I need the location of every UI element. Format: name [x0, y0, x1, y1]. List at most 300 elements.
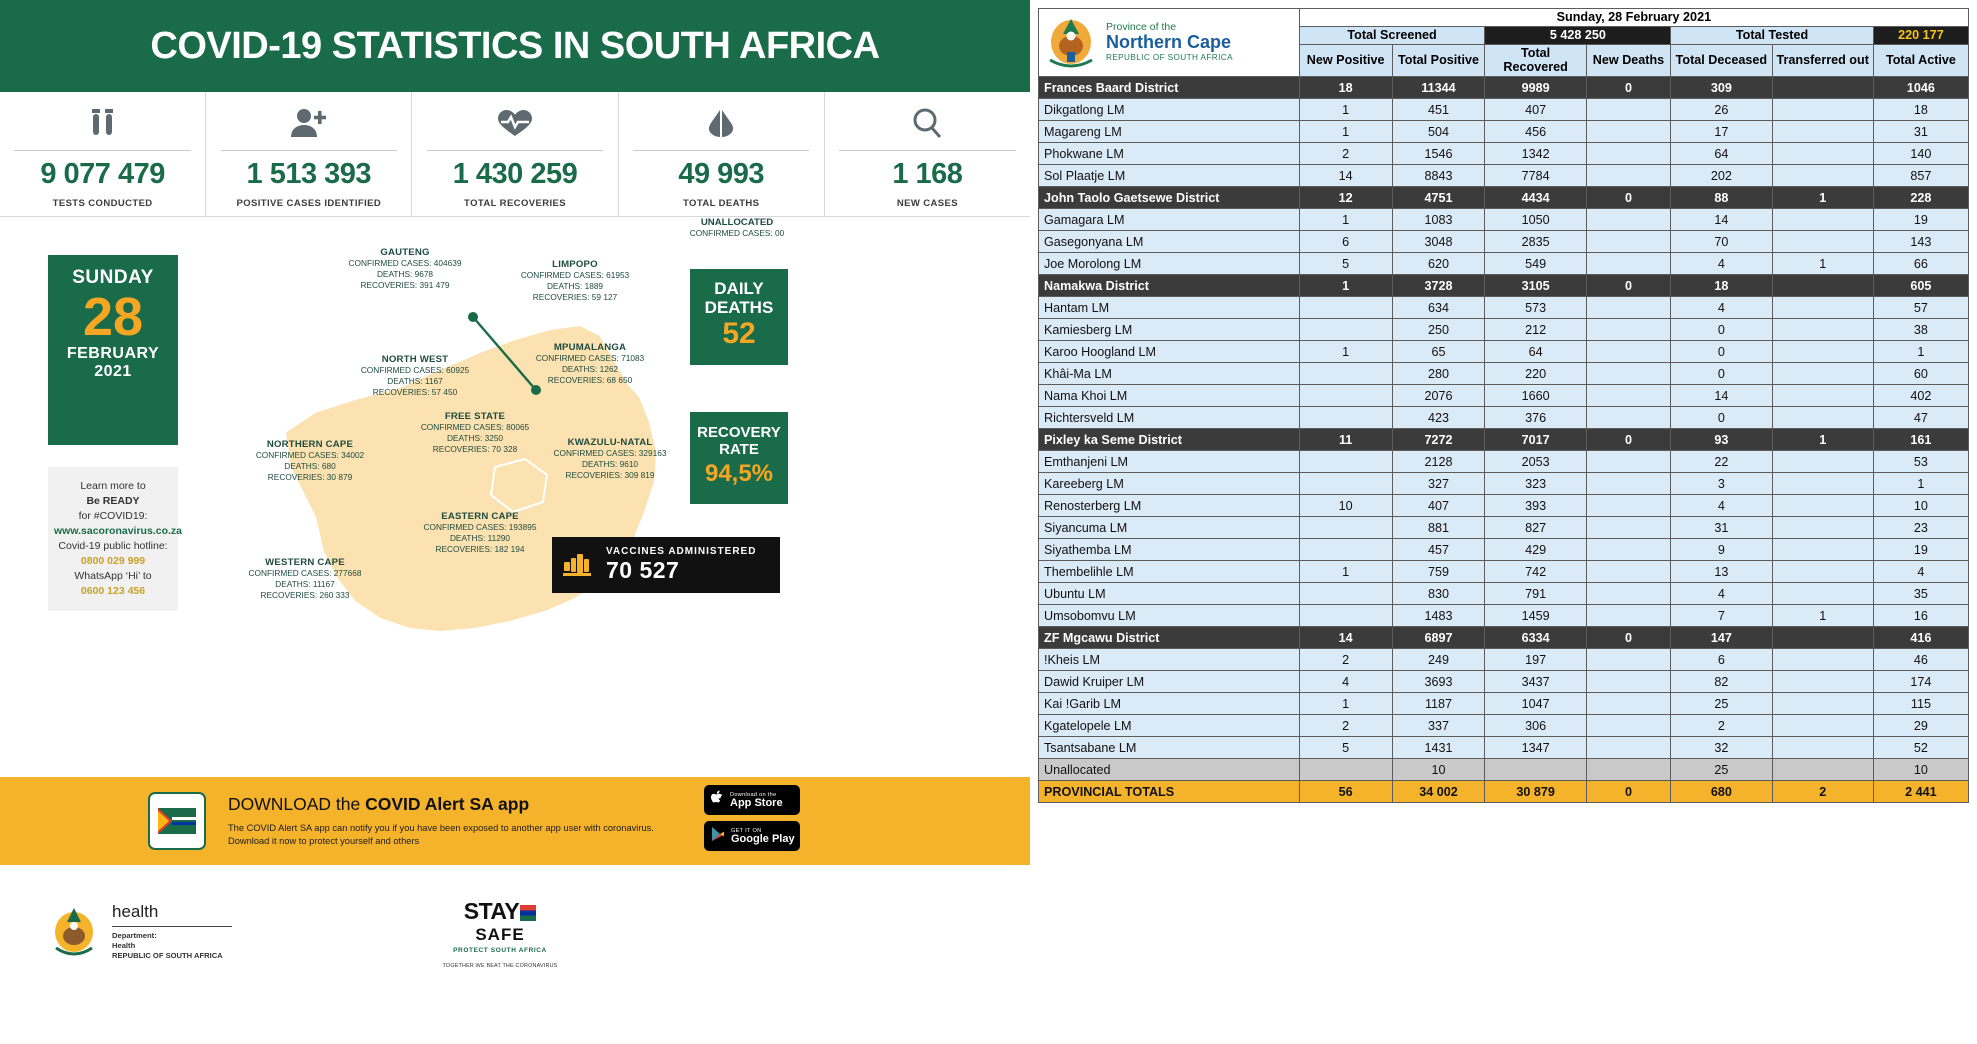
province-recoveries: RECOVERIES: 59 127 [532, 292, 618, 302]
stat-value: 49 993 [633, 150, 809, 191]
stay-safe-safe: SAFE [475, 925, 525, 944]
row-cell: 3048 [1392, 231, 1485, 253]
row-cell: 7 [1671, 605, 1772, 627]
row-cell: 4434 [1485, 187, 1586, 209]
province-recoveries: RECOVERIES: 309 819 [565, 470, 655, 480]
row-cell: 2076 [1392, 385, 1485, 407]
row-cell: 13 [1671, 561, 1772, 583]
row-cell [1586, 737, 1670, 759]
province-cases: CONFIRMED CASES: 277668 [248, 568, 362, 578]
row-cell: 10 [1299, 495, 1392, 517]
app-headline-plain: DOWNLOAD the [228, 794, 366, 814]
row-cell: 30 879 [1485, 781, 1586, 803]
row-cell: 14 [1299, 627, 1392, 649]
learn-hotline-label: Covid-19 public hotline: [58, 540, 168, 552]
row-label: Emthanjeni LM [1039, 451, 1300, 473]
row-cell [1772, 99, 1873, 121]
table-row [1039, 671, 1969, 693]
row-label: Dikgatlong LM [1039, 99, 1300, 121]
row-label: Dawid Kruiper LM [1039, 671, 1300, 693]
row-cell: 11344 [1392, 77, 1485, 99]
table-row [1039, 99, 1969, 121]
row-cell [1772, 715, 1873, 737]
province-deaths: DEATHS: 680 [284, 461, 336, 471]
total-screened-value: 5 428 250 [1485, 26, 1671, 44]
row-cell [1586, 517, 1670, 539]
table-row [1039, 473, 1969, 495]
table-row [1039, 253, 1969, 275]
learn-line-1: Learn more to [80, 480, 146, 492]
column-header-total-deceased: Total Deceased [1671, 44, 1772, 76]
unallocated-label: UNALLOCATED [700, 217, 774, 228]
province-recoveries: RECOVERIES: 57 450 [372, 387, 458, 397]
row-cell [1772, 143, 1873, 165]
row-cell [1586, 231, 1670, 253]
table-row [1039, 187, 1969, 209]
table-row [1039, 759, 1969, 781]
row-cell: 57 [1873, 297, 1968, 319]
row-cell [1772, 539, 1873, 561]
app-store-button[interactable] [704, 785, 800, 815]
province-free-state [400, 411, 550, 455]
row-cell: 10 [1392, 759, 1485, 781]
app-headline [228, 794, 658, 815]
row-label: Pixley ka Seme District [1039, 429, 1300, 451]
daily-deaths-label-1: DAILY [714, 279, 764, 298]
stat-label: TESTS CONDUCTED [52, 197, 153, 209]
row-cell: 416 [1873, 627, 1968, 649]
row-cell: 3105 [1485, 275, 1586, 297]
report-date: Sunday, 28 February 2021 [1299, 9, 1968, 27]
row-cell: 6 [1671, 649, 1772, 671]
northern-cape-crest-icon [1043, 12, 1099, 73]
row-cell: 56 [1299, 781, 1392, 803]
row-cell: 742 [1485, 561, 1586, 583]
row-label: John Taolo Gaetsewe District [1039, 187, 1300, 209]
province-cases: CONFIRMED CASES: 329163 [553, 448, 667, 458]
table-row [1039, 715, 1969, 737]
test-tubes-icon [85, 104, 121, 142]
row-cell [1586, 495, 1670, 517]
row-label: ZF Mgcawu District [1039, 627, 1300, 649]
stat-value: 9 077 479 [14, 150, 190, 191]
row-cell [1299, 385, 1392, 407]
row-cell: 66 [1873, 253, 1968, 275]
syringe-icon [562, 548, 596, 583]
row-label: Joe Morolong LM [1039, 253, 1300, 275]
row-cell: 47 [1873, 407, 1968, 429]
row-cell [1772, 121, 1873, 143]
row-cell [1586, 583, 1670, 605]
row-cell: 115 [1873, 693, 1968, 715]
row-label: Namakwa District [1039, 275, 1300, 297]
store-badges [704, 785, 800, 857]
row-cell [1586, 605, 1670, 627]
row-label: Renosterberg LM [1039, 495, 1300, 517]
total-screened-label: Total Screened [1299, 26, 1485, 44]
summary-stats-row [0, 92, 1030, 217]
table-row [1039, 297, 1969, 319]
row-label: Siyathemba LM [1039, 539, 1300, 561]
province-mpumalanga [515, 342, 665, 386]
row-cell [1772, 451, 1873, 473]
app-body-text: The COVID Alert SA app can notify you if you have been exposed to another app user with coronavirus. Download it now to protect yourself and others [228, 823, 654, 846]
heartbeat-icon [495, 104, 535, 142]
table-row [1039, 495, 1969, 517]
row-cell: 70 [1671, 231, 1772, 253]
province-kwazulu-natal [530, 437, 690, 481]
row-cell [1772, 495, 1873, 517]
google-play-icon [711, 826, 725, 847]
total-tested-label: Total Tested [1671, 26, 1874, 44]
play-store-label: Google Play [731, 832, 795, 845]
row-cell [1586, 209, 1670, 231]
row-cell: 1083 [1392, 209, 1485, 231]
stat-tests-conducted [0, 92, 206, 216]
row-cell: 10 [1873, 495, 1968, 517]
health-title: health [112, 902, 159, 921]
row-cell: 337 [1392, 715, 1485, 737]
date-day-name: SUNDAY [72, 267, 154, 288]
row-cell [1772, 759, 1873, 781]
row-cell: 1342 [1485, 143, 1586, 165]
row-cell: 3728 [1392, 275, 1485, 297]
row-cell [1299, 583, 1392, 605]
page-title-bar [0, 0, 1030, 92]
row-cell: 1546 [1392, 143, 1485, 165]
row-cell [1586, 649, 1670, 671]
province-name: KWAZULU-NATAL [567, 437, 653, 448]
row-cell [1772, 165, 1873, 187]
row-cell: 18 [1873, 99, 1968, 121]
row-cell: 22 [1671, 451, 1772, 473]
stat-value: 1 168 [839, 150, 1015, 191]
table-row [1039, 209, 1969, 231]
row-cell: 3693 [1392, 671, 1485, 693]
vaccines-label: VACCINES ADMINISTERED [606, 546, 757, 557]
row-cell: 88 [1671, 187, 1772, 209]
province-cases: CONFIRMED CASES: 34002 [255, 450, 365, 460]
province-deaths: DEATHS: 11167 [275, 579, 335, 589]
row-cell: 280 [1392, 363, 1485, 385]
daily-deaths-value: 52 [722, 317, 756, 350]
row-cell: 2 441 [1873, 781, 1968, 803]
table-row [1039, 77, 1969, 99]
row-cell: 1459 [1485, 605, 1586, 627]
learn-line-3: for #COVID19: [78, 510, 148, 522]
row-cell: 402 [1873, 385, 1968, 407]
row-cell: 34 002 [1392, 781, 1485, 803]
row-cell: 407 [1485, 99, 1586, 121]
row-cell [1772, 209, 1873, 231]
apple-icon [711, 790, 724, 811]
table-row [1039, 583, 1969, 605]
stat-label: TOTAL DEATHS [683, 197, 760, 209]
date-year: 2021 [94, 363, 132, 380]
table-row [1039, 363, 1969, 385]
row-label: Tsantsabane LM [1039, 737, 1300, 759]
table-row [1039, 165, 1969, 187]
province-deaths: DEATHS: 1889 [546, 281, 604, 291]
row-cell: 1046 [1873, 77, 1968, 99]
row-cell: 46 [1873, 649, 1968, 671]
row-cell: 174 [1873, 671, 1968, 693]
northern-cape-table-panel [1030, 0, 1977, 1044]
row-label: Unallocated [1039, 759, 1300, 781]
row-cell: 12 [1299, 187, 1392, 209]
row-cell [1586, 715, 1670, 737]
table-row [1039, 517, 1969, 539]
table-row [1039, 693, 1969, 715]
row-cell [1586, 165, 1670, 187]
row-cell: 0 [1586, 627, 1670, 649]
recovery-rate-label-1: RECOVERY [697, 424, 781, 441]
map-section [0, 217, 1030, 777]
row-cell: 212 [1485, 319, 1586, 341]
unallocated-cases-note [672, 217, 802, 239]
row-cell: 5 [1299, 737, 1392, 759]
row-cell: 161 [1873, 429, 1968, 451]
row-cell: 9 [1671, 539, 1772, 561]
row-cell: 423 [1392, 407, 1485, 429]
row-cell [1586, 121, 1670, 143]
row-cell: 620 [1392, 253, 1485, 275]
row-label: Kgatelopele LM [1039, 715, 1300, 737]
row-cell [1299, 539, 1392, 561]
row-cell: 197 [1485, 649, 1586, 671]
row-cell: 4 [1671, 495, 1772, 517]
row-cell: 309 [1671, 77, 1772, 99]
province-deaths: DEATHS: 3250 [446, 433, 504, 443]
province-cases: CONFIRMED CASES: 71083 [535, 353, 645, 363]
stay-safe-stay [440, 898, 560, 925]
row-cell: 327 [1392, 473, 1485, 495]
row-cell: 0 [1586, 77, 1670, 99]
row-cell: 1 [1299, 341, 1392, 363]
row-cell: 250 [1392, 319, 1485, 341]
row-cell [1772, 517, 1873, 539]
row-cell: 82 [1671, 671, 1772, 693]
row-cell: 23 [1873, 517, 1968, 539]
row-cell: 1187 [1392, 693, 1485, 715]
province-eastern-cape [405, 511, 555, 555]
stat-label: NEW CASES [896, 197, 958, 209]
row-cell: 19 [1873, 209, 1968, 231]
row-label: Nama Khoi LM [1039, 385, 1300, 407]
row-label: Magareng LM [1039, 121, 1300, 143]
row-cell: 323 [1485, 473, 1586, 495]
column-header-total-recovered: Total Recovered [1485, 44, 1586, 76]
row-cell: 429 [1485, 539, 1586, 561]
row-cell: 1 [1772, 605, 1873, 627]
south-africa-map [195, 217, 735, 777]
row-cell [1299, 605, 1392, 627]
recovery-rate-box [690, 412, 788, 504]
row-cell: 7784 [1485, 165, 1586, 187]
province-limpopo [505, 259, 645, 303]
table-row [1039, 143, 1969, 165]
row-label: Kamiesberg LM [1039, 319, 1300, 341]
row-cell: 53 [1873, 451, 1968, 473]
row-label: Khâi-Ma LM [1039, 363, 1300, 385]
row-cell: 1 [1299, 209, 1392, 231]
row-cell: 32 [1671, 737, 1772, 759]
row-cell [1772, 363, 1873, 385]
row-cell: 549 [1485, 253, 1586, 275]
learn-hotline-number: 0800 029 999 [80, 555, 146, 567]
province-name: EASTERN CAPE [441, 511, 519, 522]
row-cell: 1 [1772, 253, 1873, 275]
row-cell [1772, 473, 1873, 495]
row-cell: 4 [1671, 297, 1772, 319]
date-month: FEBRUARY [66, 345, 160, 362]
row-cell: 3437 [1485, 671, 1586, 693]
row-cell: 93 [1671, 429, 1772, 451]
row-label: PROVINCIAL TOTALS [1039, 781, 1300, 803]
row-cell: 38 [1873, 319, 1968, 341]
stay-safe-protect: PROTECT SOUTH AFRICA [453, 947, 547, 954]
row-cell [1772, 407, 1873, 429]
stay-safe-logo [440, 898, 560, 969]
row-cell: 29 [1873, 715, 1968, 737]
row-cell: 457 [1392, 539, 1485, 561]
person-add-icon [289, 104, 329, 142]
province-deaths: DEATHS: 1167 [387, 376, 443, 386]
map-shape [195, 217, 735, 777]
stat-positive-cases [206, 92, 412, 216]
row-cell: 14 [1671, 209, 1772, 231]
column-header-transferred-out: Transferred out [1772, 44, 1873, 76]
row-cell: 1483 [1392, 605, 1485, 627]
row-cell: 306 [1485, 715, 1586, 737]
row-cell [1586, 297, 1670, 319]
row-cell: 220 [1485, 363, 1586, 385]
row-cell: 25 [1671, 759, 1772, 781]
row-cell: 1 [1873, 473, 1968, 495]
row-cell: 1347 [1485, 737, 1586, 759]
province-recoveries: RECOVERIES: 68 650 [547, 375, 633, 385]
row-cell [1485, 759, 1586, 781]
row-cell: 0 [1671, 341, 1772, 363]
row-cell: 0 [1586, 781, 1670, 803]
province-cases: CONFIRMED CASES: 193895 [423, 522, 537, 532]
row-cell: 634 [1392, 297, 1485, 319]
row-cell: 376 [1485, 407, 1586, 429]
row-cell: 2 [1671, 715, 1772, 737]
row-cell: 2 [1299, 649, 1392, 671]
row-cell [1772, 275, 1873, 297]
row-cell: 4 [1299, 671, 1392, 693]
row-cell: 857 [1873, 165, 1968, 187]
row-cell [1586, 143, 1670, 165]
row-cell [1772, 627, 1873, 649]
province-deaths: DEATHS: 9610 [581, 459, 639, 469]
learn-website-link[interactable]: www.sacoronavirus.co.za [54, 525, 182, 537]
province-north-west [340, 354, 490, 398]
row-cell [1586, 473, 1670, 495]
stat-value: 1 513 393 [221, 150, 397, 191]
stay-safe-together: TOGETHER WE BEAT THE CORONAVIRUS [442, 963, 558, 969]
play-store-small-label: GET IT ON [731, 827, 762, 834]
row-cell [1299, 517, 1392, 539]
table-row [1039, 429, 1969, 451]
row-cell [1586, 671, 1670, 693]
row-cell [1586, 253, 1670, 275]
province-cases: CONFIRMED CASES: 60925 [360, 365, 470, 375]
learn-whatsapp-number: 0600 123 456 [80, 585, 146, 597]
row-cell: 605 [1873, 275, 1968, 297]
row-cell: 26 [1671, 99, 1772, 121]
province-cases: CONFIRMED CASES: 80065 [420, 422, 530, 432]
logo-line-3: REPUBLIC OF SOUTH AFRICA [1106, 53, 1233, 62]
row-cell: 573 [1485, 297, 1586, 319]
row-cell [1299, 319, 1392, 341]
row-cell: 6 [1299, 231, 1392, 253]
row-cell: 0 [1586, 429, 1670, 451]
daily-deaths-label-2: DEATHS [704, 298, 774, 317]
row-cell: 25 [1671, 693, 1772, 715]
table-row [1039, 605, 1969, 627]
covid-alert-app-icon [148, 792, 206, 850]
province-recoveries: RECOVERIES: 182 194 [435, 544, 525, 554]
province-gauteng [330, 247, 480, 291]
row-cell [1772, 297, 1873, 319]
province-name: NORTHERN CAPE [266, 439, 354, 450]
unallocated-value: CONFIRMED CASES: 00 [689, 228, 785, 238]
row-label: Thembelihle LM [1039, 561, 1300, 583]
row-cell: 1 [1772, 429, 1873, 451]
row-cell [1586, 561, 1670, 583]
row-cell [1586, 407, 1670, 429]
stat-label: TOTAL RECOVERIES [464, 197, 566, 209]
row-cell: 1660 [1485, 385, 1586, 407]
row-cell: 0 [1586, 275, 1670, 297]
row-cell [1772, 583, 1873, 605]
row-label: Siyancuma LM [1039, 517, 1300, 539]
northern-cape-logo-cell [1039, 9, 1300, 77]
province-name: GAUTENG [380, 247, 430, 258]
row-cell: 7272 [1392, 429, 1485, 451]
row-cell [1772, 77, 1873, 99]
row-cell: 5 [1299, 253, 1392, 275]
province-name: MPUMALANGA [553, 342, 627, 353]
table-row [1039, 407, 1969, 429]
table-row [1039, 781, 1969, 803]
row-cell: 680 [1671, 781, 1772, 803]
row-label: Umsobomvu LM [1039, 605, 1300, 627]
learn-whatsapp-label: WhatsApp ‘Hi’ to [74, 570, 152, 582]
row-cell [1772, 231, 1873, 253]
row-cell: 52 [1873, 737, 1968, 759]
row-cell: 830 [1392, 583, 1485, 605]
row-label: Kai !Garib LM [1039, 693, 1300, 715]
mpumalanga-marker [531, 385, 541, 395]
page-title: COVID-19 STATISTICS IN SOUTH AFRICA [150, 24, 880, 67]
province-name: FREE STATE [444, 411, 506, 422]
row-cell: 4 [1671, 583, 1772, 605]
row-cell: 393 [1485, 495, 1586, 517]
google-play-button[interactable] [704, 821, 800, 851]
row-cell [1772, 319, 1873, 341]
app-store-label: App Store [730, 796, 783, 809]
learn-be-ready: Be READY [86, 495, 140, 507]
health-sub-1: Department: [112, 931, 157, 940]
row-cell [1299, 297, 1392, 319]
row-cell: 1 [1873, 341, 1968, 363]
table-body [1039, 77, 1969, 803]
row-cell: 7017 [1485, 429, 1586, 451]
row-label: Gasegonyana LM [1039, 231, 1300, 253]
